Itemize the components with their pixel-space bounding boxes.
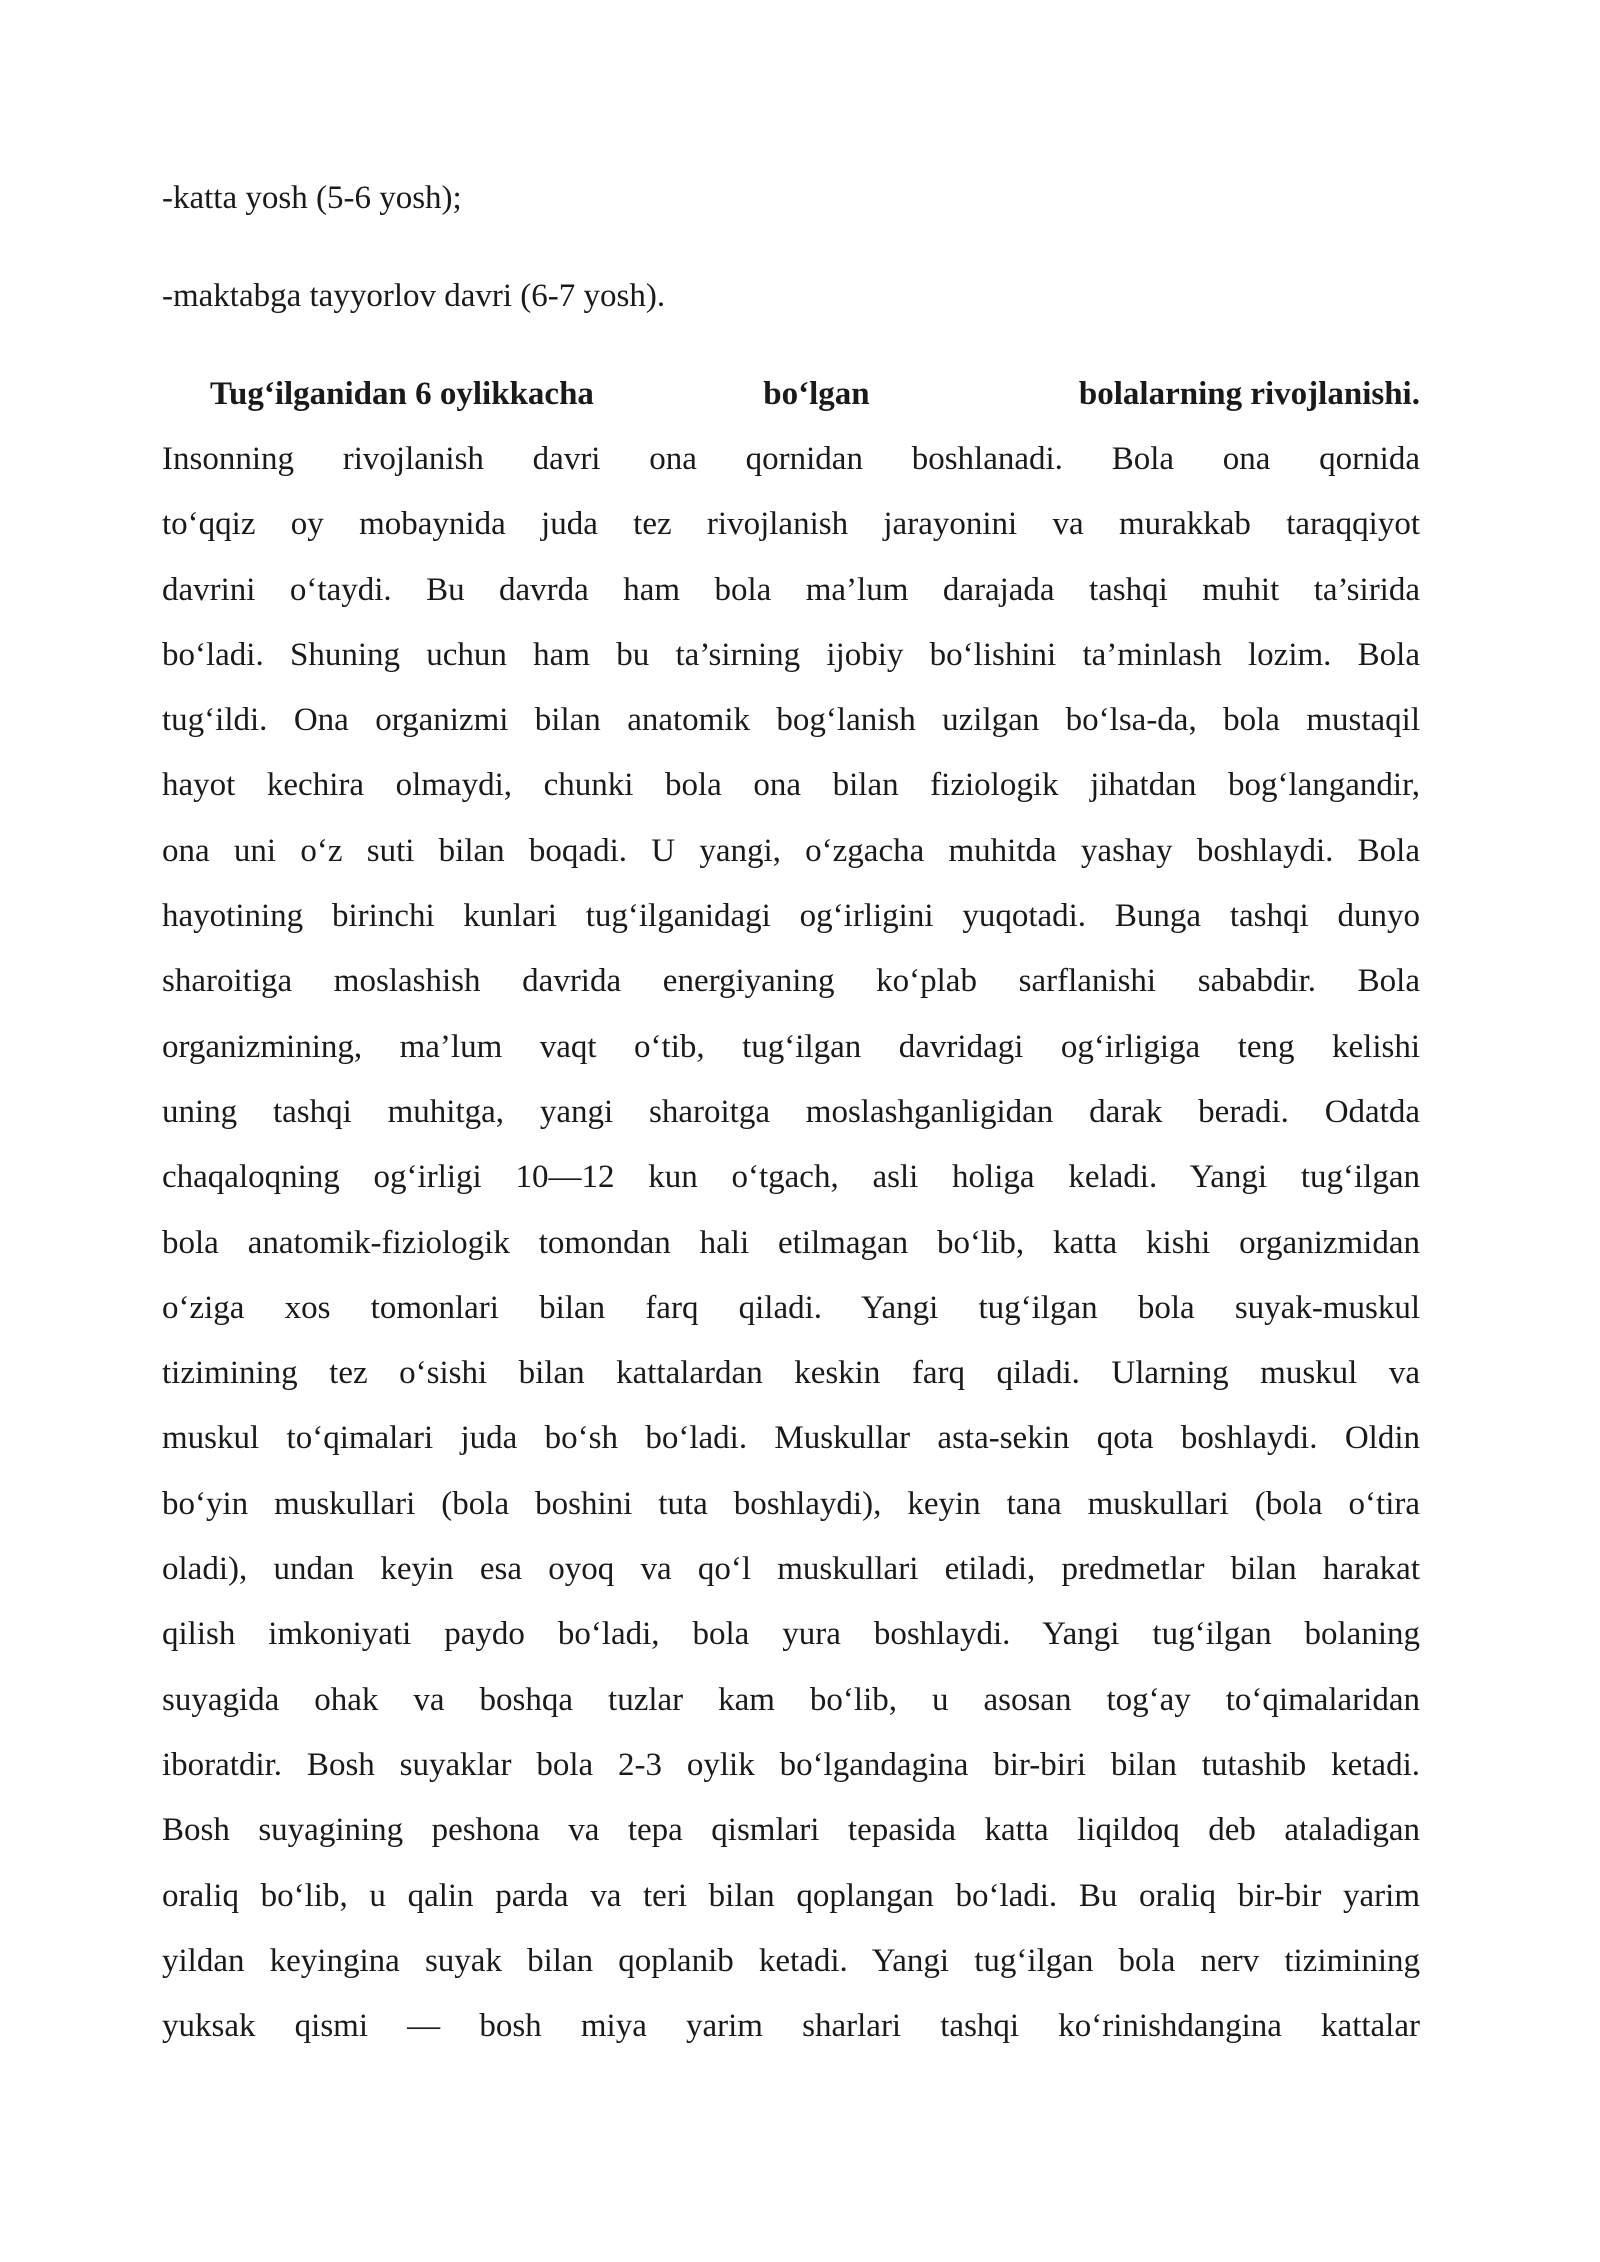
list-item-maktabga-tayyorlov: -maktabga tayyorlov davri (6-7 yosh). [162, 278, 666, 314]
body-line: to‘qqiz oy mobaynida juda tez rivojlanish jarayonini va murakkab taraqqiyot [162, 506, 1420, 543]
body-line: sharoitiga moslashish davrida energiyaning ko‘plab sarflanishi sababdir. Bola [162, 963, 1420, 1000]
list-item-katta-yosh: -katta yosh (5-6 yosh); [162, 180, 462, 216]
section-heading-part-3: bolalarning rivojlanishi. [1078, 376, 1420, 412]
body-line: tizimining tez o‘sishi bilan kattalardan keskin farq qiladi. Ularning muskul va [162, 1355, 1420, 1392]
body-line: hayot kechira olmaydi, chunki bola ona bilan fiziologik jihatdan bog‘langandir, [162, 767, 1420, 804]
body-line: Insonning rivojlanish davri ona qornidan boshlanadi. Bola ona qornida [162, 441, 1420, 477]
body-line: davrini o‘taydi. Bu davrda ham bola ma’lum darajada tashqi muhit ta’sirida [162, 571, 1420, 608]
body-line: yildan keyingina suyak bilan qoplanib ketadi. Yangi tug‘ilgan bola nerv tizimining [162, 1942, 1420, 1979]
body-paragraph [162, 439, 1420, 2071]
section-heading-part-1: Tug‘ilganidan 6 oylikkacha [210, 376, 594, 412]
body-line: yuksak qismi — bosh miya yarim sharlari tashqi ko‘rinishdangina kattalar [162, 2008, 1420, 2045]
body-line: iboratdir. Bosh suyaklar bola 2-3 oylik bo‘lgandagina bir-biri bilan tutashib ketadi. [162, 1746, 1420, 1783]
document-page [162, 178, 1420, 2071]
body-line: oraliq bo‘lib, u qalin parda va teri bilan qoplangan bo‘ladi. Bu oraliq bir-bir yarim [162, 1877, 1420, 1914]
body-line: bo‘yin muskullari (bola boshini tuta boshlaydi), keyin tana muskullari (bola o‘tira [162, 1485, 1420, 1522]
body-line: qilish imkoniyati paydo bo‘ladi, bola yura boshlaydi. Yangi tug‘ilgan bolaning [162, 1616, 1420, 1653]
body-line: Bosh suyagining peshona va tepa qismlari tepasida katta liqildoq deb ataladigan [162, 1812, 1420, 1849]
body-line: chaqaloqning og‘irligi 10—12 kun o‘tgach, asli holiga keladi. Yangi tug‘ilgan [162, 1159, 1420, 1196]
body-line: muskul to‘qimalari juda bo‘sh bo‘ladi. Muskullar asta-sekin qota boshlaydi. Oldin [162, 1420, 1420, 1457]
body-line: tug‘ildi. Ona organizmi bilan anatomik bog‘lanish uzilgan bo‘lsa-da, bola mustaqil [162, 702, 1420, 739]
body-line: uning tashqi muhitga, yangi sharoitga moslashganligidan darak beradi. Odatda [162, 1093, 1420, 1130]
section-heading-part-2: bo‘lgan [763, 376, 870, 412]
body-line: o‘ziga xos tomonlari bilan farq qiladi. Yangi tug‘ilgan bola suyak-muskul [162, 1289, 1420, 1326]
body-line: bo‘ladi. Shuning uchun ham bu ta’sirning ijobiy bo‘lishini ta’minlash lozim. Bola [162, 636, 1420, 673]
body-line: suyagida ohak va boshqa tuzlar kam bo‘lib, u asosan tog‘ay to‘qimalaridan [162, 1681, 1420, 1718]
body-line: oladi), undan keyin esa oyoq va qo‘l muskullari etiladi, predmetlar bilan harakat [162, 1551, 1420, 1588]
body-line: bola anatomik-fiziologik tomondan hali etilmagan bo‘lib, katta kishi organizmidan [162, 1224, 1420, 1261]
section-heading [162, 374, 1420, 414]
body-line: organizmining, ma’lum vaqt o‘tib, tug‘ilgan davridagi og‘irligiga teng kelishi [162, 1028, 1420, 1065]
body-line: ona uni o‘z suti bilan boqadi. U yangi, o‘zgacha muhitda yashay boshlaydi. Bola [162, 832, 1420, 869]
body-line: hayotining birinchi kunlari tug‘ilganidagi og‘irligini yuqotadi. Bunga tashqi dunyo [162, 898, 1420, 935]
